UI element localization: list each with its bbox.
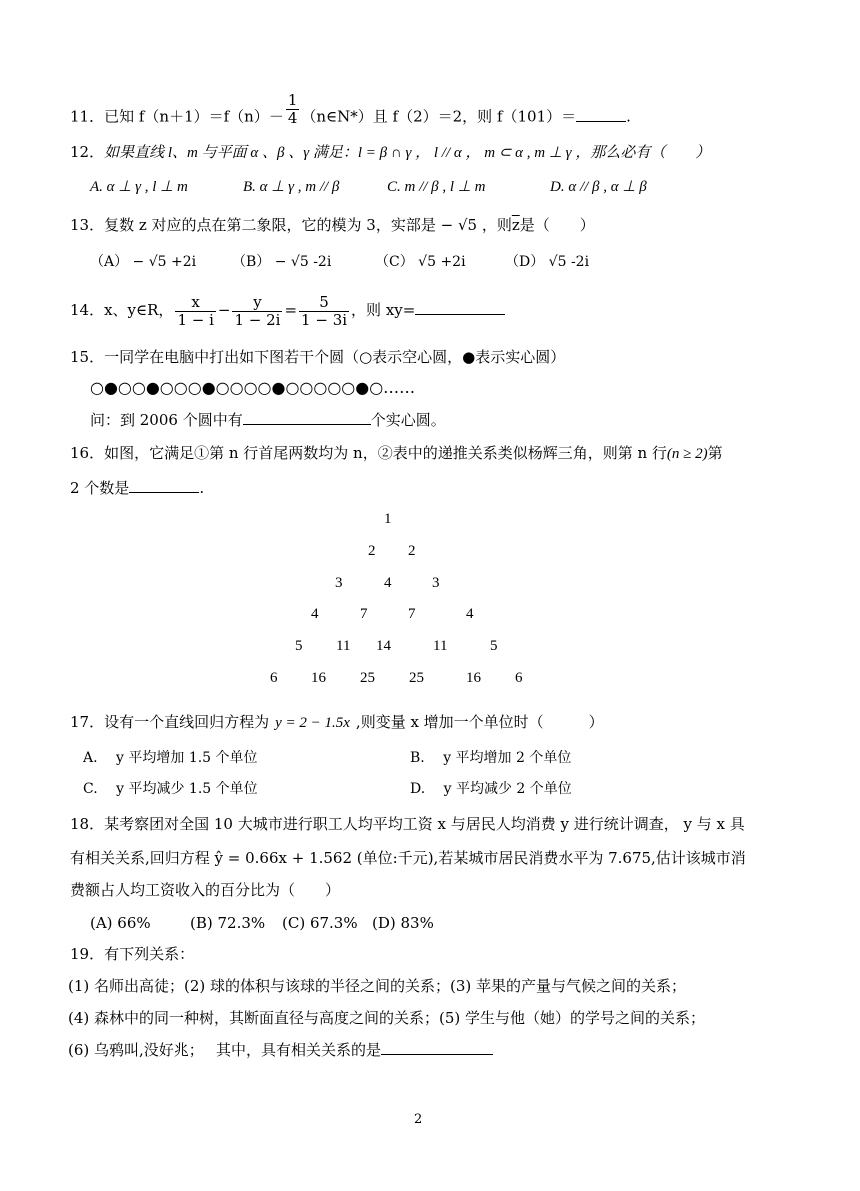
q13-z-conjugate: $\overline{z}$ bbox=[511, 216, 520, 234]
q19-line-3: (6) 乌鸦叫,没好兆； 其中，具有相关关系的是 bbox=[68, 1040, 493, 1060]
q14-fraction-x: $\frac{x}{1 - i}$ bbox=[177, 292, 214, 329]
q16-line-2: 2 个数是 . bbox=[70, 479, 205, 497]
q12-text: 如果直线 l、m 与平面 α 、β 、γ 满足：l = β ∩ γ ， l // α ， m ⊂ α , m ⊥ γ ，那么必有（ ） bbox=[104, 145, 711, 161]
q19-text: 有下列关系： bbox=[104, 945, 195, 963]
question-17: 17．设有一个直线回归方程为 y = 2 − 1.5x ,则变量 x 增加一个单位时（ ） bbox=[70, 713, 604, 731]
q11-answer-blank[interactable] bbox=[576, 107, 626, 122]
triangle-cell: 25 bbox=[360, 670, 375, 686]
q18-option-d: (D) 83% bbox=[372, 914, 434, 932]
question-15: 15．一同学在电脑中打出如下图若干个圆（○表示空心圆，●表示实心圆） bbox=[70, 348, 566, 366]
q17-option-a: A. y 平均增加 1.5 个单位 bbox=[83, 750, 258, 766]
triangle-cell: 5 bbox=[295, 638, 303, 654]
q12-option-a: A. α ⊥ γ , l ⊥ m bbox=[90, 179, 188, 195]
triangle-cell: 6 bbox=[515, 670, 523, 686]
q15-answer-blank[interactable] bbox=[243, 410, 371, 425]
q13-option-d: （D） √5 -2i bbox=[505, 254, 590, 270]
triangle-cell: 1 bbox=[384, 511, 392, 527]
q11-number: 11． bbox=[70, 107, 105, 126]
q13-text: 复数 z 对应的点在第二象限，它的模为 3，实部是 − √5 ，则 bbox=[104, 216, 512, 234]
question-13: 13．复数 z 对应的点在第二象限，它的模为 3，实部是 − √5 ，则$\overline{z}$是（ ） bbox=[70, 216, 595, 234]
question-16: 16．如图，它满足①第 n 行首尾两数均为 n，②表中的递推关系类似杨辉三角，则第 n 行(n ≥ 2)第 bbox=[70, 444, 723, 462]
triangle-cell: 4 bbox=[311, 606, 319, 622]
q19-line-2: (4) 森林中的同一种树，其断面直径与高度之间的关系；(5) 学生与他（她）的学号之间的关系； bbox=[68, 1009, 706, 1027]
q18-option-c: (C) 67.3% bbox=[282, 914, 358, 932]
question-12: 12．如果直线 l、m 与平面 α 、β 、γ 满足：l = β ∩ γ ， l // α ， m ⊂ α , m ⊥ γ ，那么必有（ ） bbox=[70, 143, 711, 161]
page-number: 2 bbox=[414, 1112, 423, 1127]
q17-option-b: B. y 平均增加 2 个单位 bbox=[410, 750, 572, 766]
q14-fraction-y: $\frac{y}{1 - 2i}$ bbox=[234, 292, 281, 329]
triangle-cell: 14 bbox=[376, 638, 391, 654]
question-19: 19．有下列关系： bbox=[70, 945, 195, 963]
q13-option-b: （B） − √5 -2i bbox=[232, 254, 332, 270]
triangle-cell: 16 bbox=[311, 670, 326, 686]
q13-option-a: （A） − √5 +2i bbox=[90, 254, 197, 270]
triangle-cell: 25 bbox=[409, 670, 424, 686]
triangle-cell: 4 bbox=[466, 606, 474, 622]
triangle-cell: 6 bbox=[270, 670, 278, 686]
q19-line-1: (1) 名师出高徒；(2) 球的体积与该球的半径之间的关系；(3) 苹果的产量与气候之间的关系； bbox=[68, 977, 687, 995]
triangle-cell: 2 bbox=[408, 543, 416, 559]
triangle-cell: 4 bbox=[384, 575, 392, 591]
q18-text-line-3: 费额占人均工资收入的百分比为（ ） bbox=[70, 881, 341, 899]
q16-text: 如图，它满足①第 n 行首尾两数均为 n，②表中的递推关系类似杨辉三角，则第 n 行 bbox=[104, 444, 667, 462]
q18-option-b: (B) 72.3% bbox=[190, 914, 266, 932]
q15-text: 一同学在电脑中打出如下图若干个圆（○表示空心圆，●表示实心圆） bbox=[104, 348, 566, 366]
triangle-cell: 7 bbox=[408, 606, 416, 622]
triangle-cell: 5 bbox=[490, 638, 498, 654]
triangle-cell: 3 bbox=[432, 575, 440, 591]
q17-text: 设有一个直线回归方程为 bbox=[104, 713, 270, 731]
q11-fraction: $\frac{1}{4}$ bbox=[287, 91, 298, 127]
q17-option-d: D. y 平均减少 2 个单位 bbox=[410, 781, 572, 797]
triangle-cell: 11 bbox=[336, 638, 351, 654]
q15-circle-sequence: ○●○○●○○○●○○○○●○○○○○●○…… bbox=[90, 378, 416, 397]
q11-text: 已知 f（n＋1）＝f（n）－ bbox=[104, 107, 284, 126]
triangle-cell: 7 bbox=[360, 606, 368, 622]
q14-fraction-5: $\frac{5}{1 - 3i}$ bbox=[301, 292, 348, 329]
triangle-cell: 2 bbox=[368, 543, 376, 559]
question-14: 14．x、y∈R， $\frac{x}{1 - i}$ − $\frac{y}{1 - 2i}$ = $\frac{5}{1 - 3i}$ ，则 xy= bbox=[70, 290, 505, 330]
triangle-cell: 3 bbox=[335, 575, 343, 591]
q12-option-c: C. m // β , l ⊥ m bbox=[387, 179, 486, 195]
question-11: 11．已知 f（n＋1）＝f（n）－ $\frac{1}{4}$ （n∈N*）且 f（2）＝2，则 f（101）＝ . bbox=[70, 91, 631, 127]
q15-question: 问：到 2006 个圆中有 个实心圆。 bbox=[90, 411, 446, 429]
q14-answer-blank[interactable] bbox=[415, 300, 505, 315]
triangle-cell: 11 bbox=[433, 638, 448, 654]
q18-text-line-2: 有相关关系,回归方程 ŷ = 0.66x + 1.562 (单位:千元),若某城市居民消费水平为 7.675,估计该城市消 bbox=[70, 849, 746, 867]
triangle-cell: 16 bbox=[466, 670, 481, 686]
q17-option-c: C. y 平均减少 1.5 个单位 bbox=[83, 781, 258, 797]
q16-answer-blank[interactable] bbox=[129, 478, 199, 493]
q12-option-d: D. α // β , α ⊥ β bbox=[550, 179, 647, 195]
q19-answer-blank[interactable] bbox=[381, 1040, 493, 1055]
q13-option-c: （C） √5 +2i bbox=[375, 254, 466, 270]
question-18: 18．某考察团对全国 10 大城市进行职工人均平均工资 x 与居民人均消费 y 进行统计调查， y 与 x 具 bbox=[70, 815, 745, 833]
q12-option-b: B. α ⊥ γ , m // β bbox=[243, 179, 340, 195]
q18-option-a: (A) 66% bbox=[90, 914, 151, 932]
q17-regression-equation: y = 2 − 1.5x bbox=[275, 715, 350, 731]
q18-text-line-1: 某考察团对全国 10 大城市进行职工人均平均工资 x 与居民人均消费 y 进行统计调查， y 与 x 具 bbox=[104, 815, 745, 833]
